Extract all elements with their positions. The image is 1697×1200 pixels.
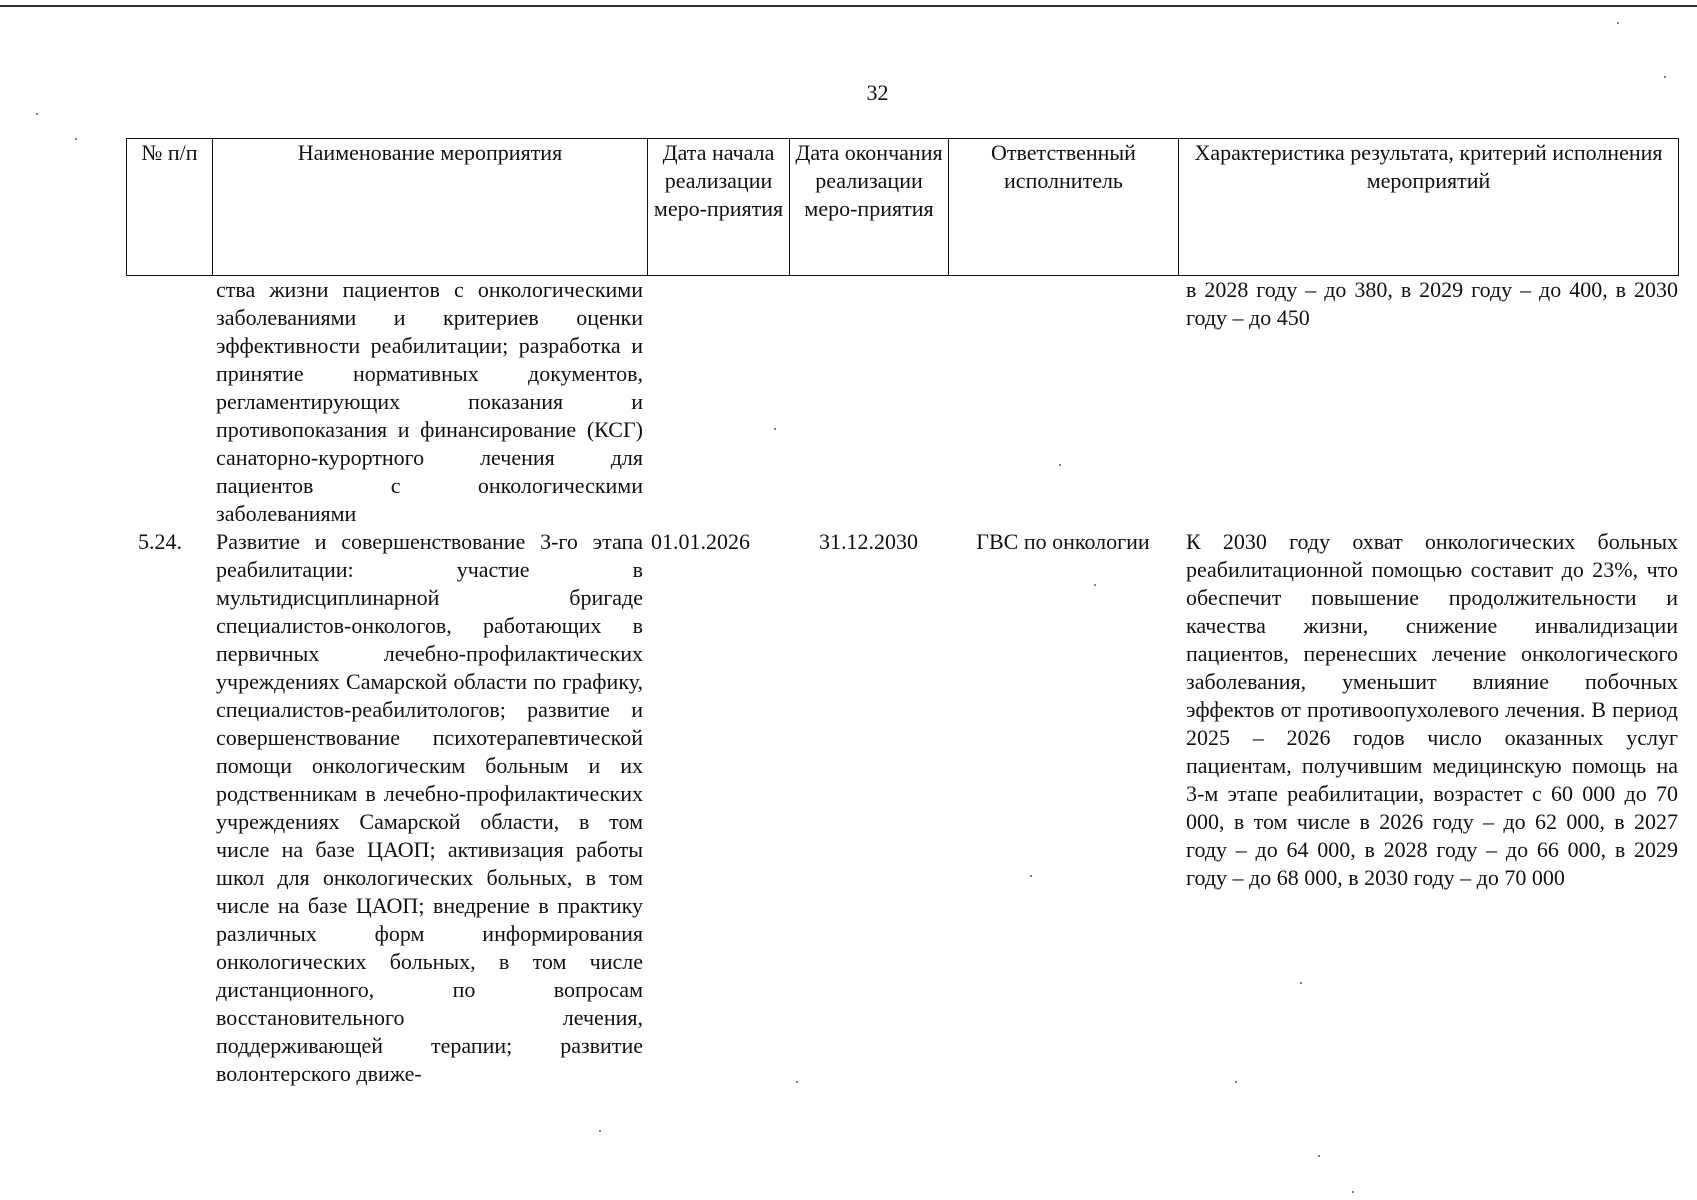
scan-speck <box>1318 1155 1320 1157</box>
row-executor <box>948 276 1178 528</box>
row-number <box>126 276 212 528</box>
scan-speck <box>1059 464 1061 466</box>
row-start-date <box>647 276 789 528</box>
header-number: № п/п <box>127 139 213 276</box>
table-body <box>126 276 1678 1088</box>
top-border-line <box>0 5 1697 7</box>
header-executor: Ответственный исполнитель <box>949 139 1179 276</box>
scan-speck <box>1030 875 1032 877</box>
header-start-date: Дата начала реализации меро-приятия <box>648 139 790 276</box>
row-start-date: 01.01.2026 <box>651 529 750 554</box>
header-result: Характеристика результата, критерий исполнения мероприятий <box>1179 139 1679 276</box>
scan-speck <box>1664 76 1666 78</box>
scan-speck <box>1300 982 1302 984</box>
scan-speck <box>75 138 77 140</box>
row-name: ства жизни пациентов с онкологическими заболеваниями и критериев оценки эффективности реабилитации; разработка и принятие нормативных документов, регламентирующих показания и противопоказания и финансирование (КСГ) санаторно-курортного лечения для пациентов с онкологическими заболеваниями <box>216 277 643 526</box>
row-result: К 2030 году охват онкологических больных реабилитационной помощью составит до 23%, что обеспечит повышение продолжительности и качества жизни, снижение инвалидизации пациентов, перенесших лечение онкологического заболевания, уменьшит влияние побочных эффектов от противоопухолевого лечения. В период 2025 – 2026 годов число оказанных услуг пациентам, получившим медицинскую помощь на 3-м этапе реабилитации, возрастет с 60 000 до 70 000, в том числе в 2026 году – до 62 000, в 2027 году – до 64 000, в 2028 году – до 66 000, в 2029 году – до 68 000, в 2030 году – до 70 000 <box>1186 529 1678 890</box>
scan-speck <box>1617 22 1619 24</box>
header-row <box>127 139 1679 276</box>
table-row <box>126 276 1678 528</box>
row-end-date <box>789 276 948 528</box>
table-header <box>126 138 1679 276</box>
scan-speck <box>774 428 776 430</box>
row-name: Развитие и совершенствование 3-го этапа реабилитации: участие в мультидисциплинарной бригаде специалистов-онкологов, работающих в первичных лечебно-профилактических учреждениях Самарской области по графику, специалистов-реабилитологов; развитие и совершенствование психотерапевтической помощи онкологическим больным и их родственникам в лечебно-профилактических учреждениях Самарской области, в том числе на базе ЦАОП; активизация работы школ для онкологических больных, в том числе на базе ЦАОП; внедрение в практику различных форм информирования онкологических больных, в том числе дистанционного, по вопросам восстановительного лечения, поддерживающей терапии; развитие волонтерского движе- <box>216 529 643 1086</box>
row-number: 5.24. <box>138 529 182 554</box>
header-end-date: Дата окончания реализации меро-приятия <box>790 139 949 276</box>
page-number: 32 <box>866 80 889 105</box>
scan-speck <box>1094 584 1096 586</box>
row-executor: ГВС по онкологии <box>976 529 1150 554</box>
scan-speck <box>599 1130 601 1132</box>
row-end-date: 31.12.2030 <box>819 529 918 554</box>
scan-speck <box>796 1081 798 1083</box>
scan-speck <box>1352 1191 1354 1193</box>
header-name: Наименование мероприятия <box>213 139 648 276</box>
table-row <box>126 528 1678 1088</box>
scan-speck <box>36 113 38 115</box>
row-result: в 2028 году – до 380, в 2029 году – до 400, в 2030 году – до 450 <box>1186 277 1678 330</box>
scan-speck <box>1235 1081 1237 1083</box>
